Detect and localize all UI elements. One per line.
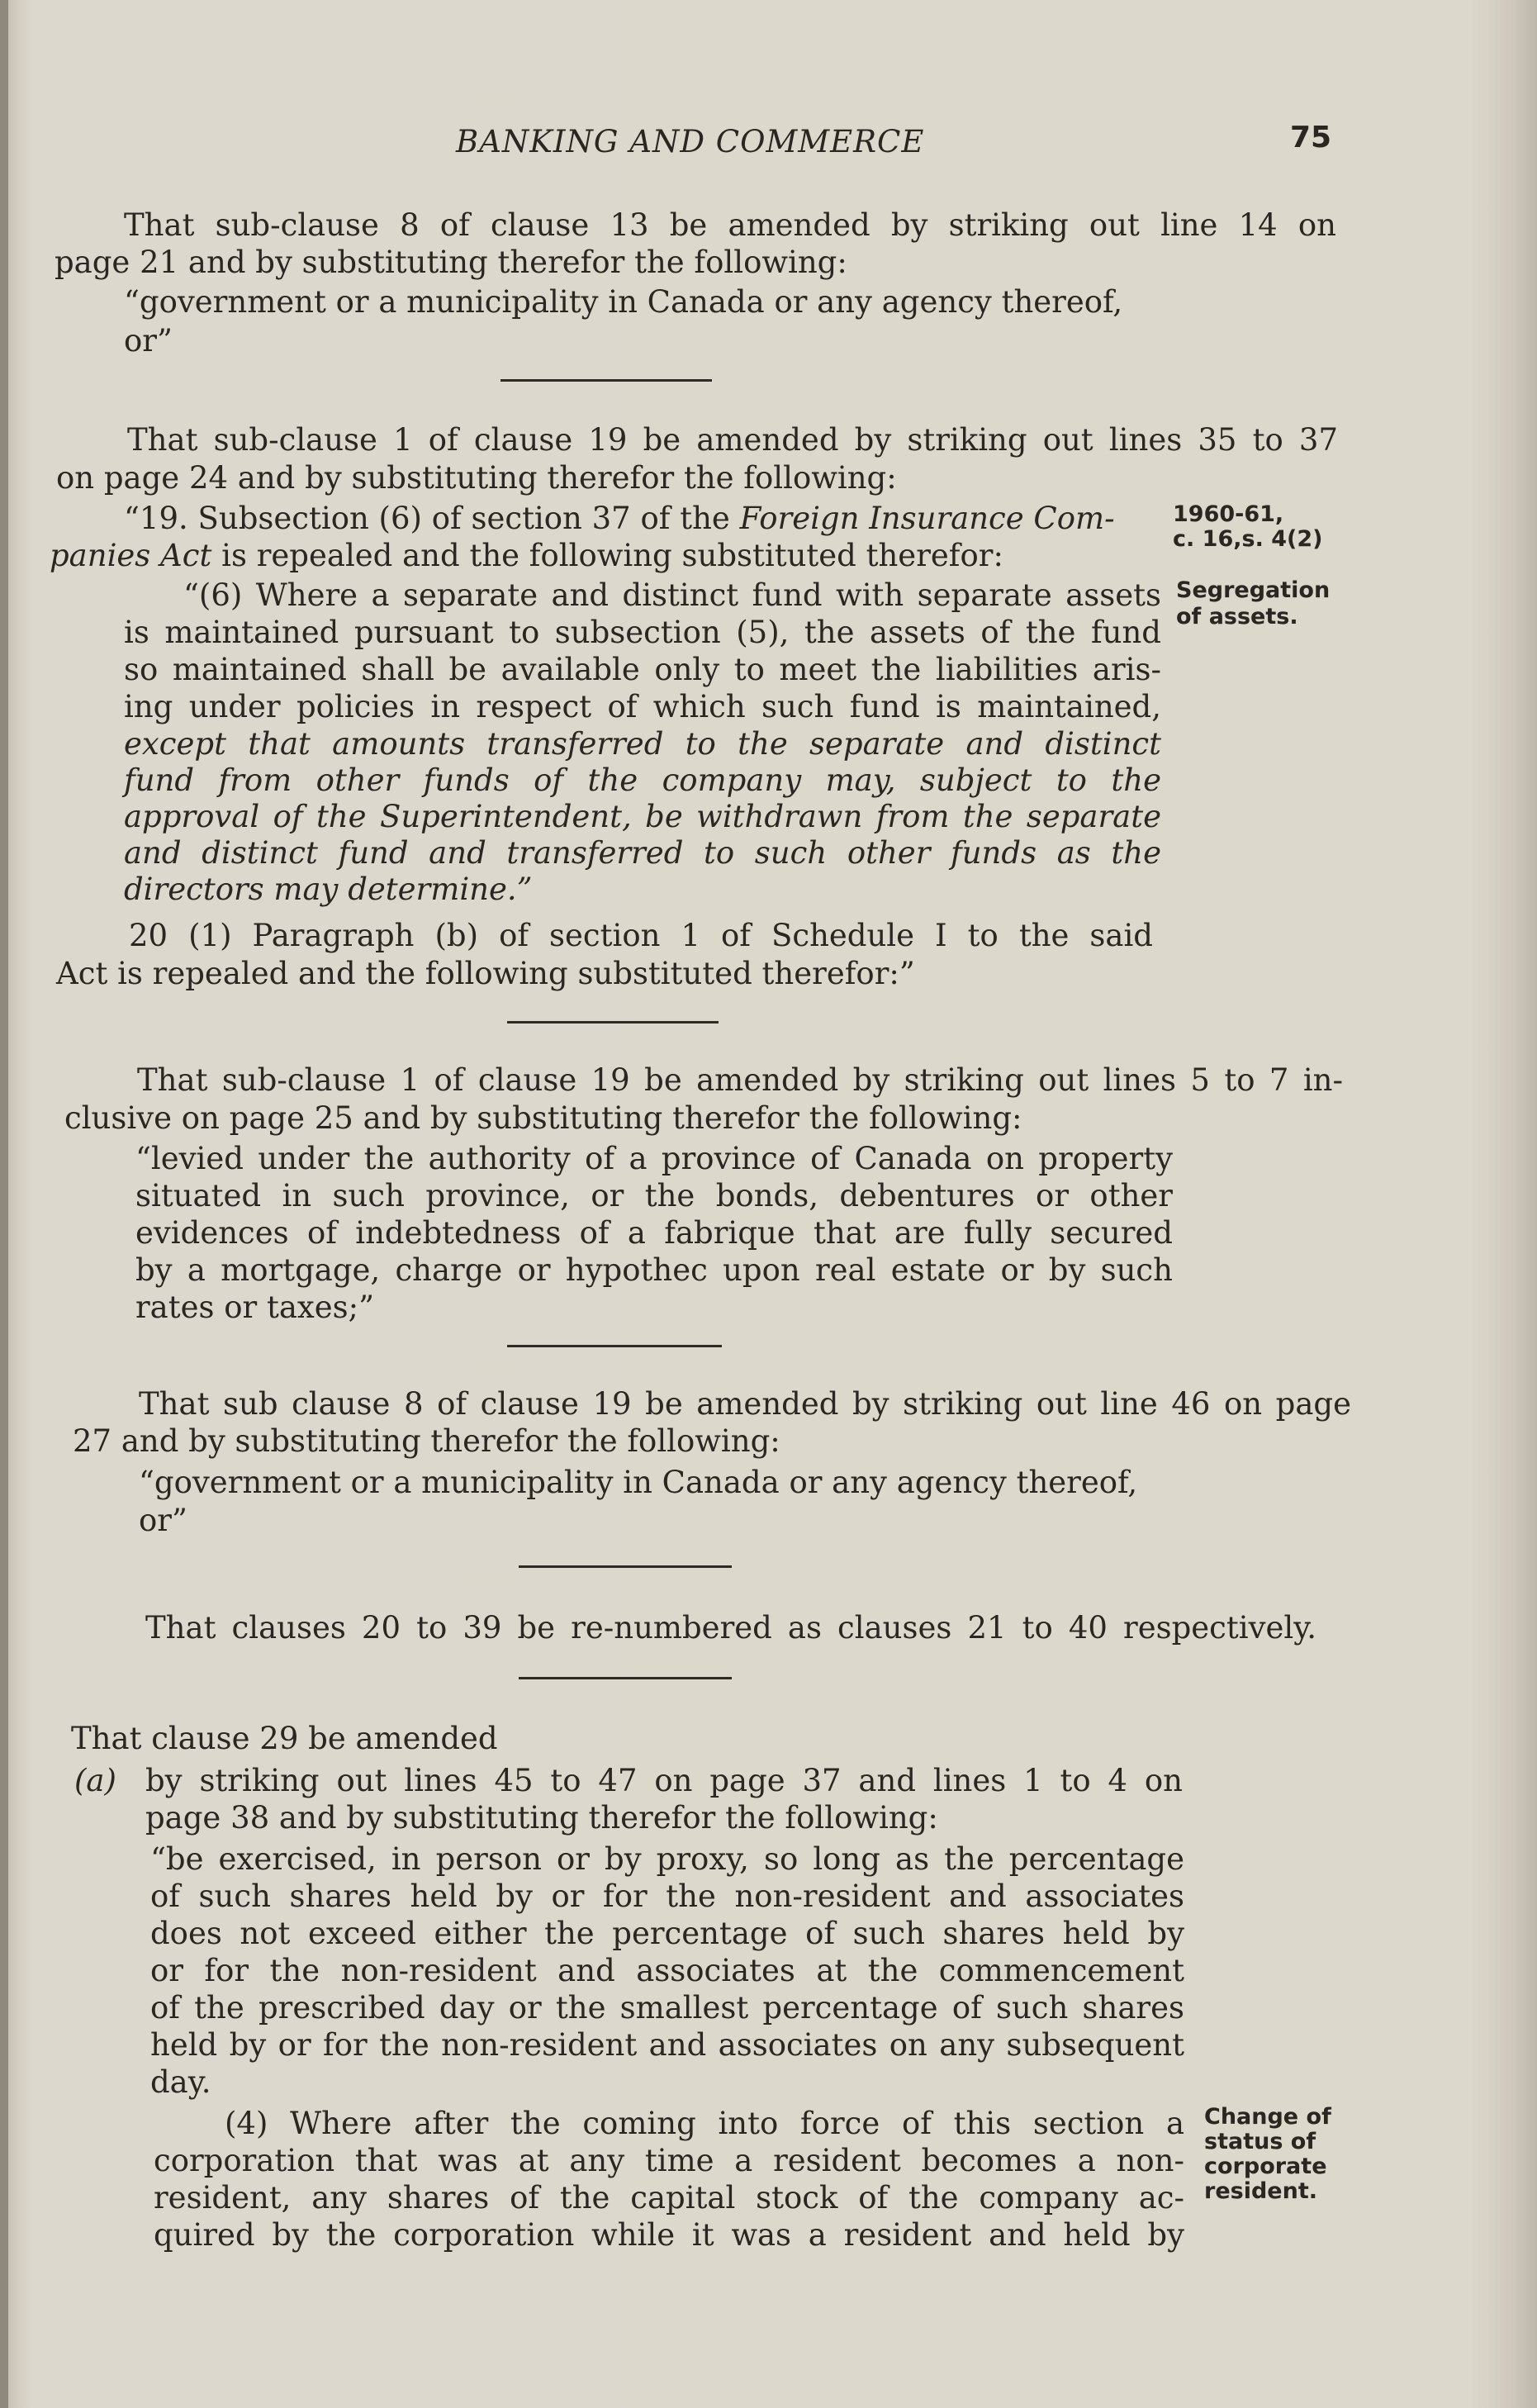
b3-q4: by a mortgage, charge or hypothec upon real estate or by such <box>135 1252 1173 1288</box>
separator-rule <box>507 1021 719 1024</box>
b6-q4: or for the non-resident and associates at the commencement <box>150 1953 1184 1988</box>
book-spine-shadow <box>0 0 8 2408</box>
b6-q3: does not exceed either the percentage of such shares held by <box>150 1916 1184 1951</box>
b4-quote2: or” <box>139 1503 187 1538</box>
b1-line2: page 21 and by substituting therefor the following: <box>55 245 847 280</box>
b6-s4-2: corporation that was at any time a resident becomes a non- <box>154 2143 1184 2178</box>
b5-line1: That clauses 20 to 39 be re-numbered as clauses 21 to 40 respectively. <box>145 1610 1316 1646</box>
b2-s6-7: approval of the Superintendent, be withdrawn from the separate <box>124 799 1161 834</box>
separator-rule <box>500 379 712 382</box>
b6-a-label: (a) <box>74 1763 116 1798</box>
b6-q2: of such shares held by or for the non-resident and associates <box>150 1878 1184 1914</box>
b6-line1: That clause 29 be amended <box>71 1721 498 1756</box>
b1-quote1: “government or a municipality in Canada or any agency thereof, <box>124 284 1123 320</box>
b6-q7: day. <box>150 2064 211 2100</box>
margin-note-statute: 1960-61, <box>1173 501 1284 527</box>
b3-q3: evidences of indebtedness of a fabrique that are fully secured <box>135 1215 1173 1251</box>
separator-rule <box>507 1345 722 1347</box>
b3-line2: clusive on page 25 and by substituting therefor the following: <box>64 1100 1022 1136</box>
margin-note-statute-2: c. 16,s. 4(2) <box>1173 526 1323 552</box>
b2-s6-5: except that amounts transferred to the separate and distinct <box>124 726 1161 762</box>
b3-q1: “levied under the authority of a province of Canada on property <box>135 1141 1173 1176</box>
margin-note-segregation-2: of assets. <box>1176 604 1298 629</box>
b1-line1: That sub-clause 8 of clause 13 be amended by striking out line 14 on <box>124 207 1336 243</box>
b2-line2: on page 24 and by substituting therefor the following: <box>56 460 897 496</box>
b6-q5: of the prescribed day or the smallest percentage of such shares <box>150 1990 1184 2026</box>
margin-note-segregation: Segregation <box>1176 577 1331 603</box>
margin-note-change-4: resident. <box>1204 2178 1317 2204</box>
b3-q5: rates or taxes;” <box>135 1289 375 1325</box>
b3-q2: situated in such province, or the bonds, debentures or other <box>135 1178 1173 1213</box>
b6-q6: held by or for the non-resident and associates on any subsequent <box>150 2027 1184 2063</box>
b2-s6-9: directors may determine.” <box>124 872 533 907</box>
b1-quote2: or” <box>124 323 173 359</box>
margin-note-change-3: corporate <box>1204 2154 1327 2179</box>
page-number: 75 <box>1290 121 1332 154</box>
b2-s6-6: fund from other funds of the company may, subject to the <box>124 762 1161 798</box>
b2-s6-2: is maintained pursuant to subsection (5), the assets of the fund <box>124 615 1161 650</box>
b2-s6-4: ing under policies in respect of which such fund is maintained, <box>124 689 1161 724</box>
b2-s6-1: “(6) Where a separate and distinct fund with separate assets <box>183 577 1161 613</box>
margin-note-change-2: status of <box>1204 2129 1316 2154</box>
b2-p20-2: Act is repealed and the following substituted therefor:” <box>56 956 915 991</box>
b2-p20-1: 20 (1) Paragraph (b) of section 1 of Schedule I to the said <box>129 918 1153 953</box>
b6-a2: page 38 and by substituting therefor the following: <box>145 1800 938 1836</box>
b6-s4-1: (4) Where after the coming into force of this section a <box>225 2106 1184 2141</box>
b3-line1: That sub-clause 1 of clause 19 be amended by striking out lines 5 to 7 in- <box>137 1062 1343 1098</box>
separator-rule <box>519 1677 732 1679</box>
b2-s6-3: so maintained shall be available only to meet the liabilities aris- <box>124 652 1161 687</box>
margin-note-change: Change of <box>1204 2104 1331 2130</box>
b4-quote1: “government or a municipality in Canada or any agency thereof, <box>139 1465 1138 1500</box>
b2-quote-line2: panies Act is repealed and the following substituted therefor: <box>50 538 1003 573</box>
b2-quote-line1: “19. Subsection (6) of section 37 of the Foreign Insurance Com- <box>124 501 1115 536</box>
b6-q1: “be exercised, in person or by proxy, so long as the percentage <box>150 1841 1184 1877</box>
b4-line2: 27 and by substituting therefor the following: <box>73 1423 780 1459</box>
b6-s4-4: quired by the corporation while it was a resident and held by <box>154 2217 1184 2253</box>
separator-rule <box>519 1565 732 1568</box>
b2-s6-8: and distinct fund and transferred to such other funds as the <box>124 835 1161 871</box>
b6-a1: by striking out lines 45 to 47 on page 37 and lines 1 to 4 on <box>145 1763 1183 1798</box>
b6-s4-3: resident, any shares of the capital stock of the company ac- <box>154 2180 1184 2216</box>
running-header: BANKING AND COMMERCE <box>456 124 925 159</box>
b2-line1: That sub-clause 1 of clause 19 be amended by striking out lines 35 to 37 <box>127 422 1338 458</box>
b4-line1: That sub clause 8 of clause 19 be amended by striking out line 46 on page <box>139 1386 1351 1422</box>
